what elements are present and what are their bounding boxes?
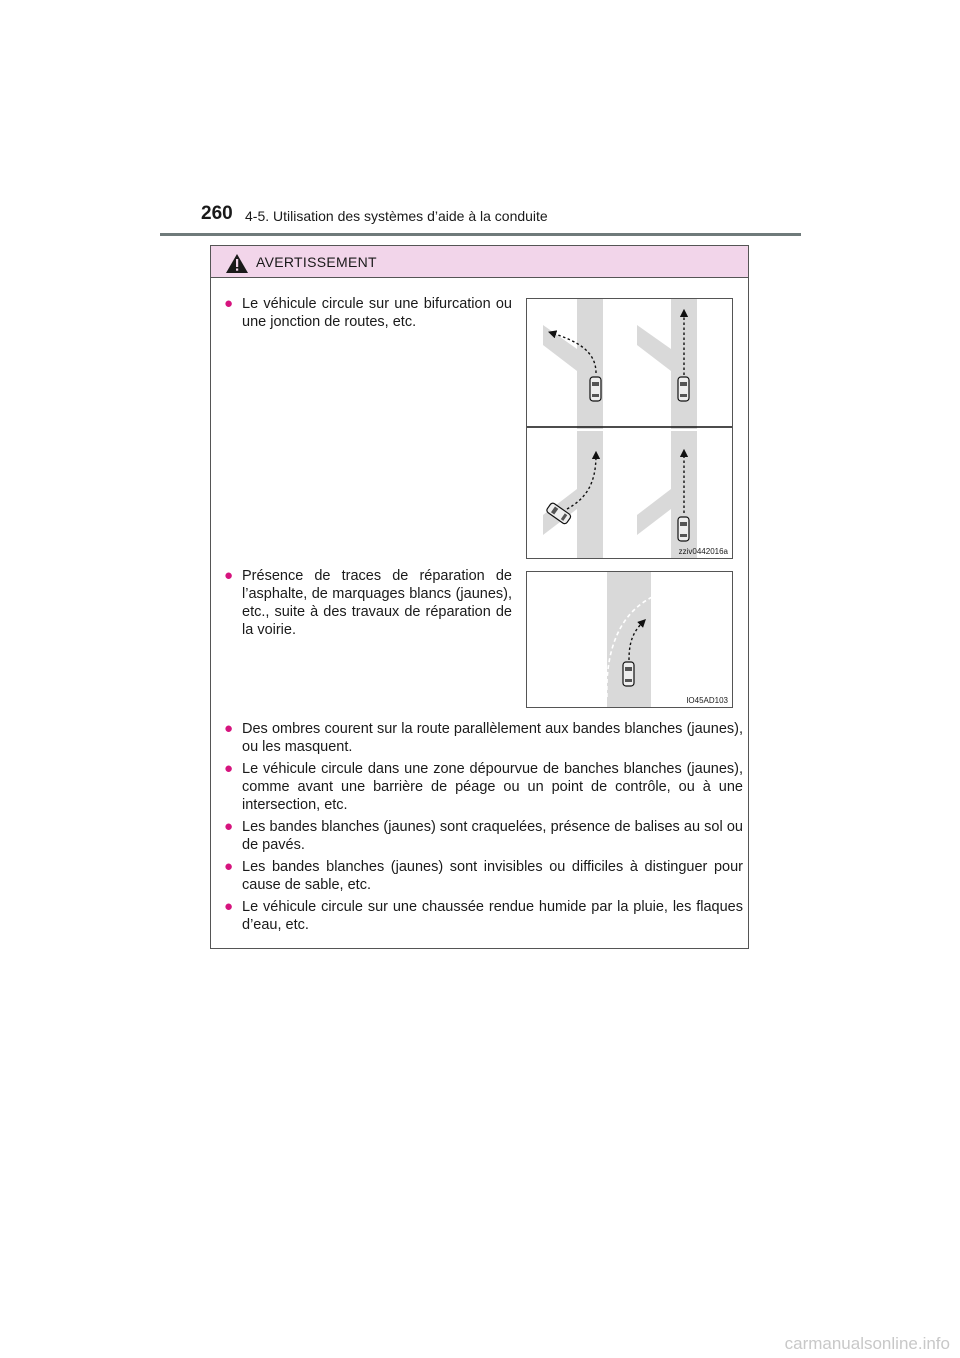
warning-header	[211, 246, 748, 278]
warning-box	[210, 245, 749, 949]
list-item	[224, 858, 743, 894]
list-item	[224, 720, 743, 756]
car-icon	[623, 662, 634, 686]
car-icon	[678, 377, 689, 401]
list-item	[224, 818, 743, 854]
bullet-icon: ●	[224, 818, 234, 835]
repair-traces-diagram	[527, 572, 732, 707]
bullet-icon: ●	[224, 295, 234, 312]
bullet-icon: ●	[224, 898, 234, 915]
list-item-text: Des ombres courent sur la route parallèlement aux bandes blanches (jaunes), ou les masquent.	[242, 721, 743, 755]
list-item-text: Les bandes blanches (jaunes) sont invisibles ou difficiles à distinguer pour cause de sable, etc.	[242, 859, 743, 893]
list-item	[224, 567, 512, 639]
car-icon	[678, 517, 689, 541]
list-item-text: Le véhicule circule sur une bifurcation ou une jonction de routes, etc.	[242, 296, 512, 330]
bullet-icon: ●	[224, 567, 234, 584]
list-item	[224, 760, 743, 814]
bifurcation-diagram	[527, 299, 732, 558]
car-icon	[590, 377, 601, 401]
list-item	[224, 295, 512, 331]
page-number: 260	[201, 203, 233, 224]
list-item-text: Le véhicule circule dans une zone dépourvue de banches blanches (jaunes), comme avant une barrière de péage ou un point de contrôle, ou à une intersection, etc.	[242, 761, 743, 813]
section-title: 4-5. Utilisation des systèmes d’aide à la conduite	[245, 208, 548, 224]
bullet-icon: ●	[224, 720, 234, 737]
header-rule	[160, 233, 801, 236]
list-item-text: Le véhicule circule sur une chaussée rendue humide par la pluie, les flaques d’eau, etc.	[242, 899, 743, 933]
bullet-icon: ●	[224, 760, 234, 777]
figure-bifurcation	[526, 298, 733, 559]
watermark: carmanualsonline.info	[784, 1334, 950, 1353]
figure-repair-traces	[526, 571, 733, 708]
warning-title: AVERTISSEMENT	[256, 254, 377, 270]
figure-label: IO45AD103	[686, 696, 728, 705]
figure-label: zziv0442016a	[678, 547, 728, 556]
list-item-text: Présence de traces de réparation de l’asphalte, de marquages blancs (jaunes), etc., suite à des travaux de réparation de la voirie.	[242, 568, 512, 638]
warning-triangle-icon	[226, 254, 248, 273]
bullet-icon: ●	[224, 858, 234, 875]
list-item	[224, 898, 743, 934]
list-item-text: Les bandes blanches (jaunes) sont craquelées, présence de balises au sol ou de pavés.	[242, 819, 743, 853]
